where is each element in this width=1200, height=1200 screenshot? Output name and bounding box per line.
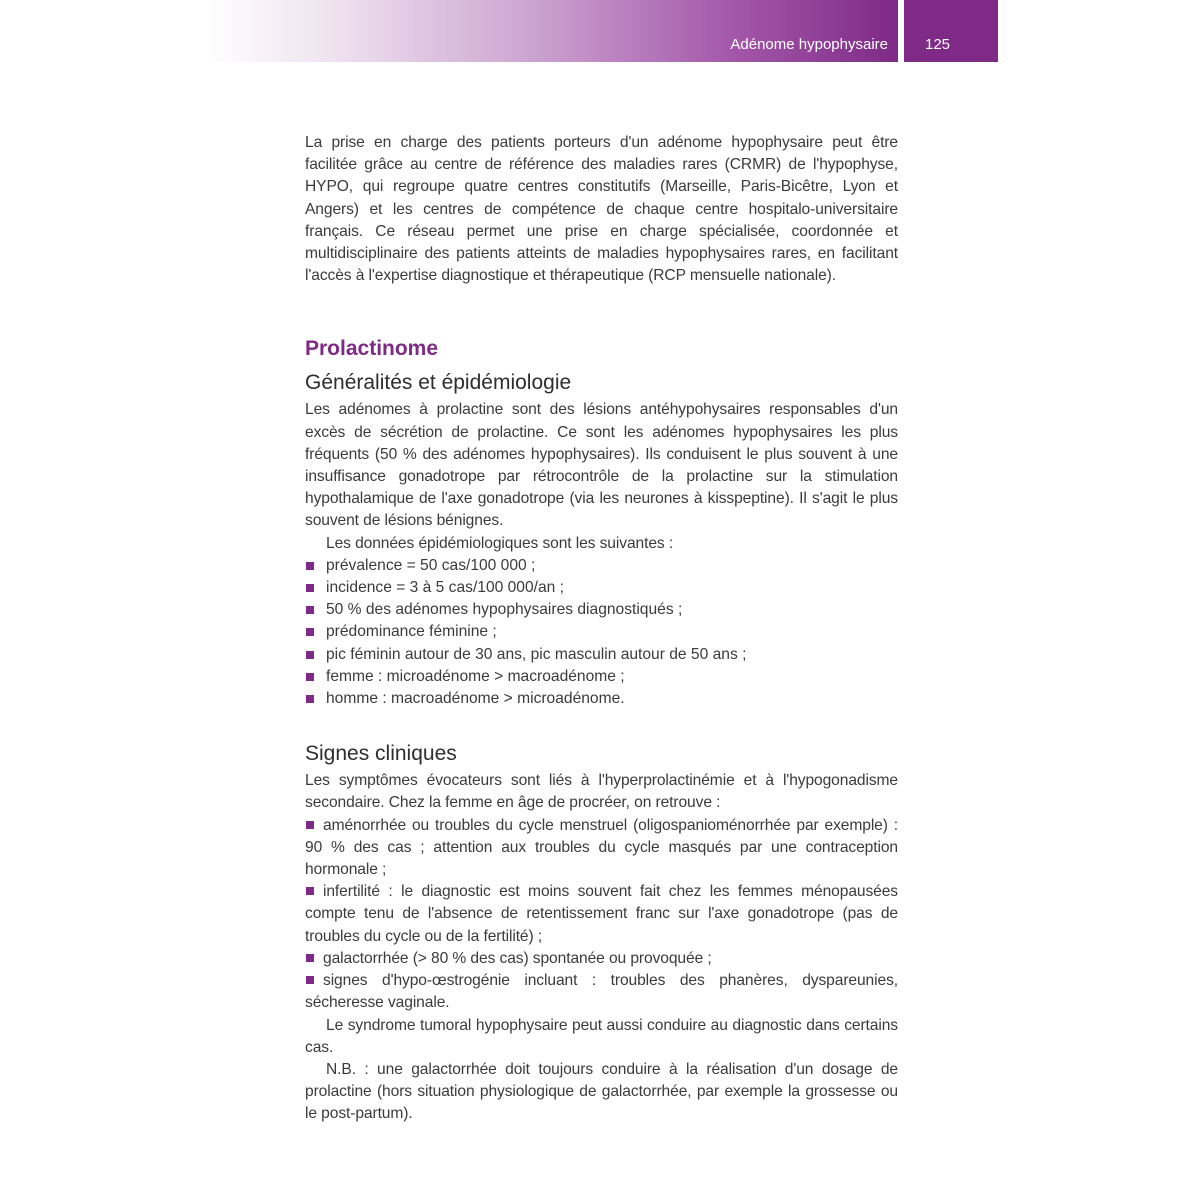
symptom-item: [305, 815, 898, 882]
syndrome-paragraph: Le syndrome tumoral hypophysaire peut aussi conduire au diagnostic dans certains cas.: [305, 1016, 898, 1056]
symptom-item-text: aménorrhée ou troubles du cycle menstruel (oligospanioménorrhée par exemple) : 90 % des cas ; attention aux troubles du cycle masqués par une contraception hormonale ;: [305, 816, 898, 879]
epidemiology-list: [305, 555, 898, 710]
list-item: [305, 644, 898, 666]
epidemiology-list-intro: Les données épidémiologiques sont les suivantes :: [326, 534, 674, 552]
symptom-item-text: galactorrhée (> 80 % des cas) spontanée ou provoquée ;: [323, 949, 712, 967]
list-item-text: incidence = 3 à 5 cas/100 000/an ;: [326, 579, 564, 597]
running-header-band: [205, 0, 898, 62]
symptom-item-text: signes d'hypo-œstrogénie incluant : troubles des phanères, dyspareunies, sécheresse vaginale.: [305, 972, 898, 1012]
list-item: [305, 577, 898, 599]
list-item-text: prédominance féminine ;: [326, 623, 497, 641]
running-title: Adénome hypophysaire: [730, 36, 888, 53]
subsection-title-generalites: Généralités et épidémiologie: [305, 371, 572, 395]
nb-paragraph: N.B. : une galactorrhée doit toujours conduire à la réalisation d'un dosage de prolactine (hors situation physiologique de galactorrhée, par exemple la grossesse ou le post-partum).: [305, 1060, 898, 1123]
page-number: 125: [925, 36, 951, 53]
list-item: [305, 621, 898, 643]
page-content: [305, 132, 898, 1126]
symptom-item: [305, 970, 898, 1014]
square-bullet-icon: [306, 954, 314, 962]
signes-paragraph: Les symptômes évocateurs sont liés à l'hyperprolactinémie et à l'hypogonadisme secondaire. Chez la femme en âge de procréer, on retrouve :: [305, 772, 898, 812]
symptom-item: [305, 948, 898, 970]
symptom-item-text: infertilité : le diagnostic est moins souvent fait chez les femmes ménopausées compte tenu de l'absence de retentissement franc sur l'axe gonadotrope (pas de troubles du cycle ou de la fertilité) ;: [305, 883, 898, 945]
list-item-text: homme : macroadénome > microadénome.: [326, 690, 625, 708]
list-item-text: pic féminin autour de 30 ans, pic masculin autour de 50 ans ;: [326, 645, 747, 663]
square-bullet-icon: [306, 821, 314, 829]
square-bullet-icon: [306, 695, 314, 703]
square-bullet-icon: [306, 628, 314, 636]
section-title: Prolactinome: [305, 337, 439, 361]
list-item: [305, 666, 898, 688]
list-item-text: femme : microadénome > macroadénome ;: [326, 667, 625, 685]
square-bullet-icon: [306, 584, 314, 592]
list-item: [305, 688, 898, 710]
symptom-item: [305, 881, 898, 948]
generalites-paragraph: Les adénomes à prolactine sont des lésions antéhypohysaires responsables d'un excès de sécrétion de prolactine. Ce sont les adénomes hypophysaires les plus fréquents (50 % des adénomes hypophysaires). Ils conduisent le plus souvent à une insuffisance gonadotrope par rétrocontrôle de la prolactine sur la stimulation hypothalamique de l'axe gonadotrope (via les neurones à kisspeptine). Il s'agit le plus souvent de lésions bénignes.: [305, 401, 898, 530]
list-item-text: 50 % des adénomes hypophysaires diagnostiqués ;: [326, 601, 683, 619]
list-item: [305, 599, 898, 621]
intro-paragraph: La prise en charge des patients porteurs d'un adénome hypophysaire peut être facilitée grâce au centre de référence des maladies rares (CRMR) de l'hypophyse, HYPO, qui regroupe quatre centres constitutifs (Marseille, Paris-Bicêtre, Lyon et Angers) et les centres de compétence de chaque centre hospitalo-universitaire français. Ce réseau permet une prise en charge spécialisée, coordonnée et multidisciplinaire des patients atteints de maladies hypophysaires rares, en facilitant l'accès à l'expertise diagnostique et thérapeutique (RCP mensuelle nationale).: [305, 134, 898, 285]
square-bullet-icon: [306, 651, 314, 659]
square-bullet-icon: [306, 887, 314, 895]
list-item: [305, 555, 898, 577]
square-bullet-icon: [306, 606, 314, 614]
page-number-box: [904, 0, 998, 62]
square-bullet-icon: [306, 673, 314, 681]
subsection-title-signes: Signes cliniques: [305, 742, 457, 766]
list-item-text: prévalence = 50 cas/100 000 ;: [326, 556, 536, 574]
square-bullet-icon: [306, 562, 314, 570]
square-bullet-icon: [306, 976, 314, 984]
